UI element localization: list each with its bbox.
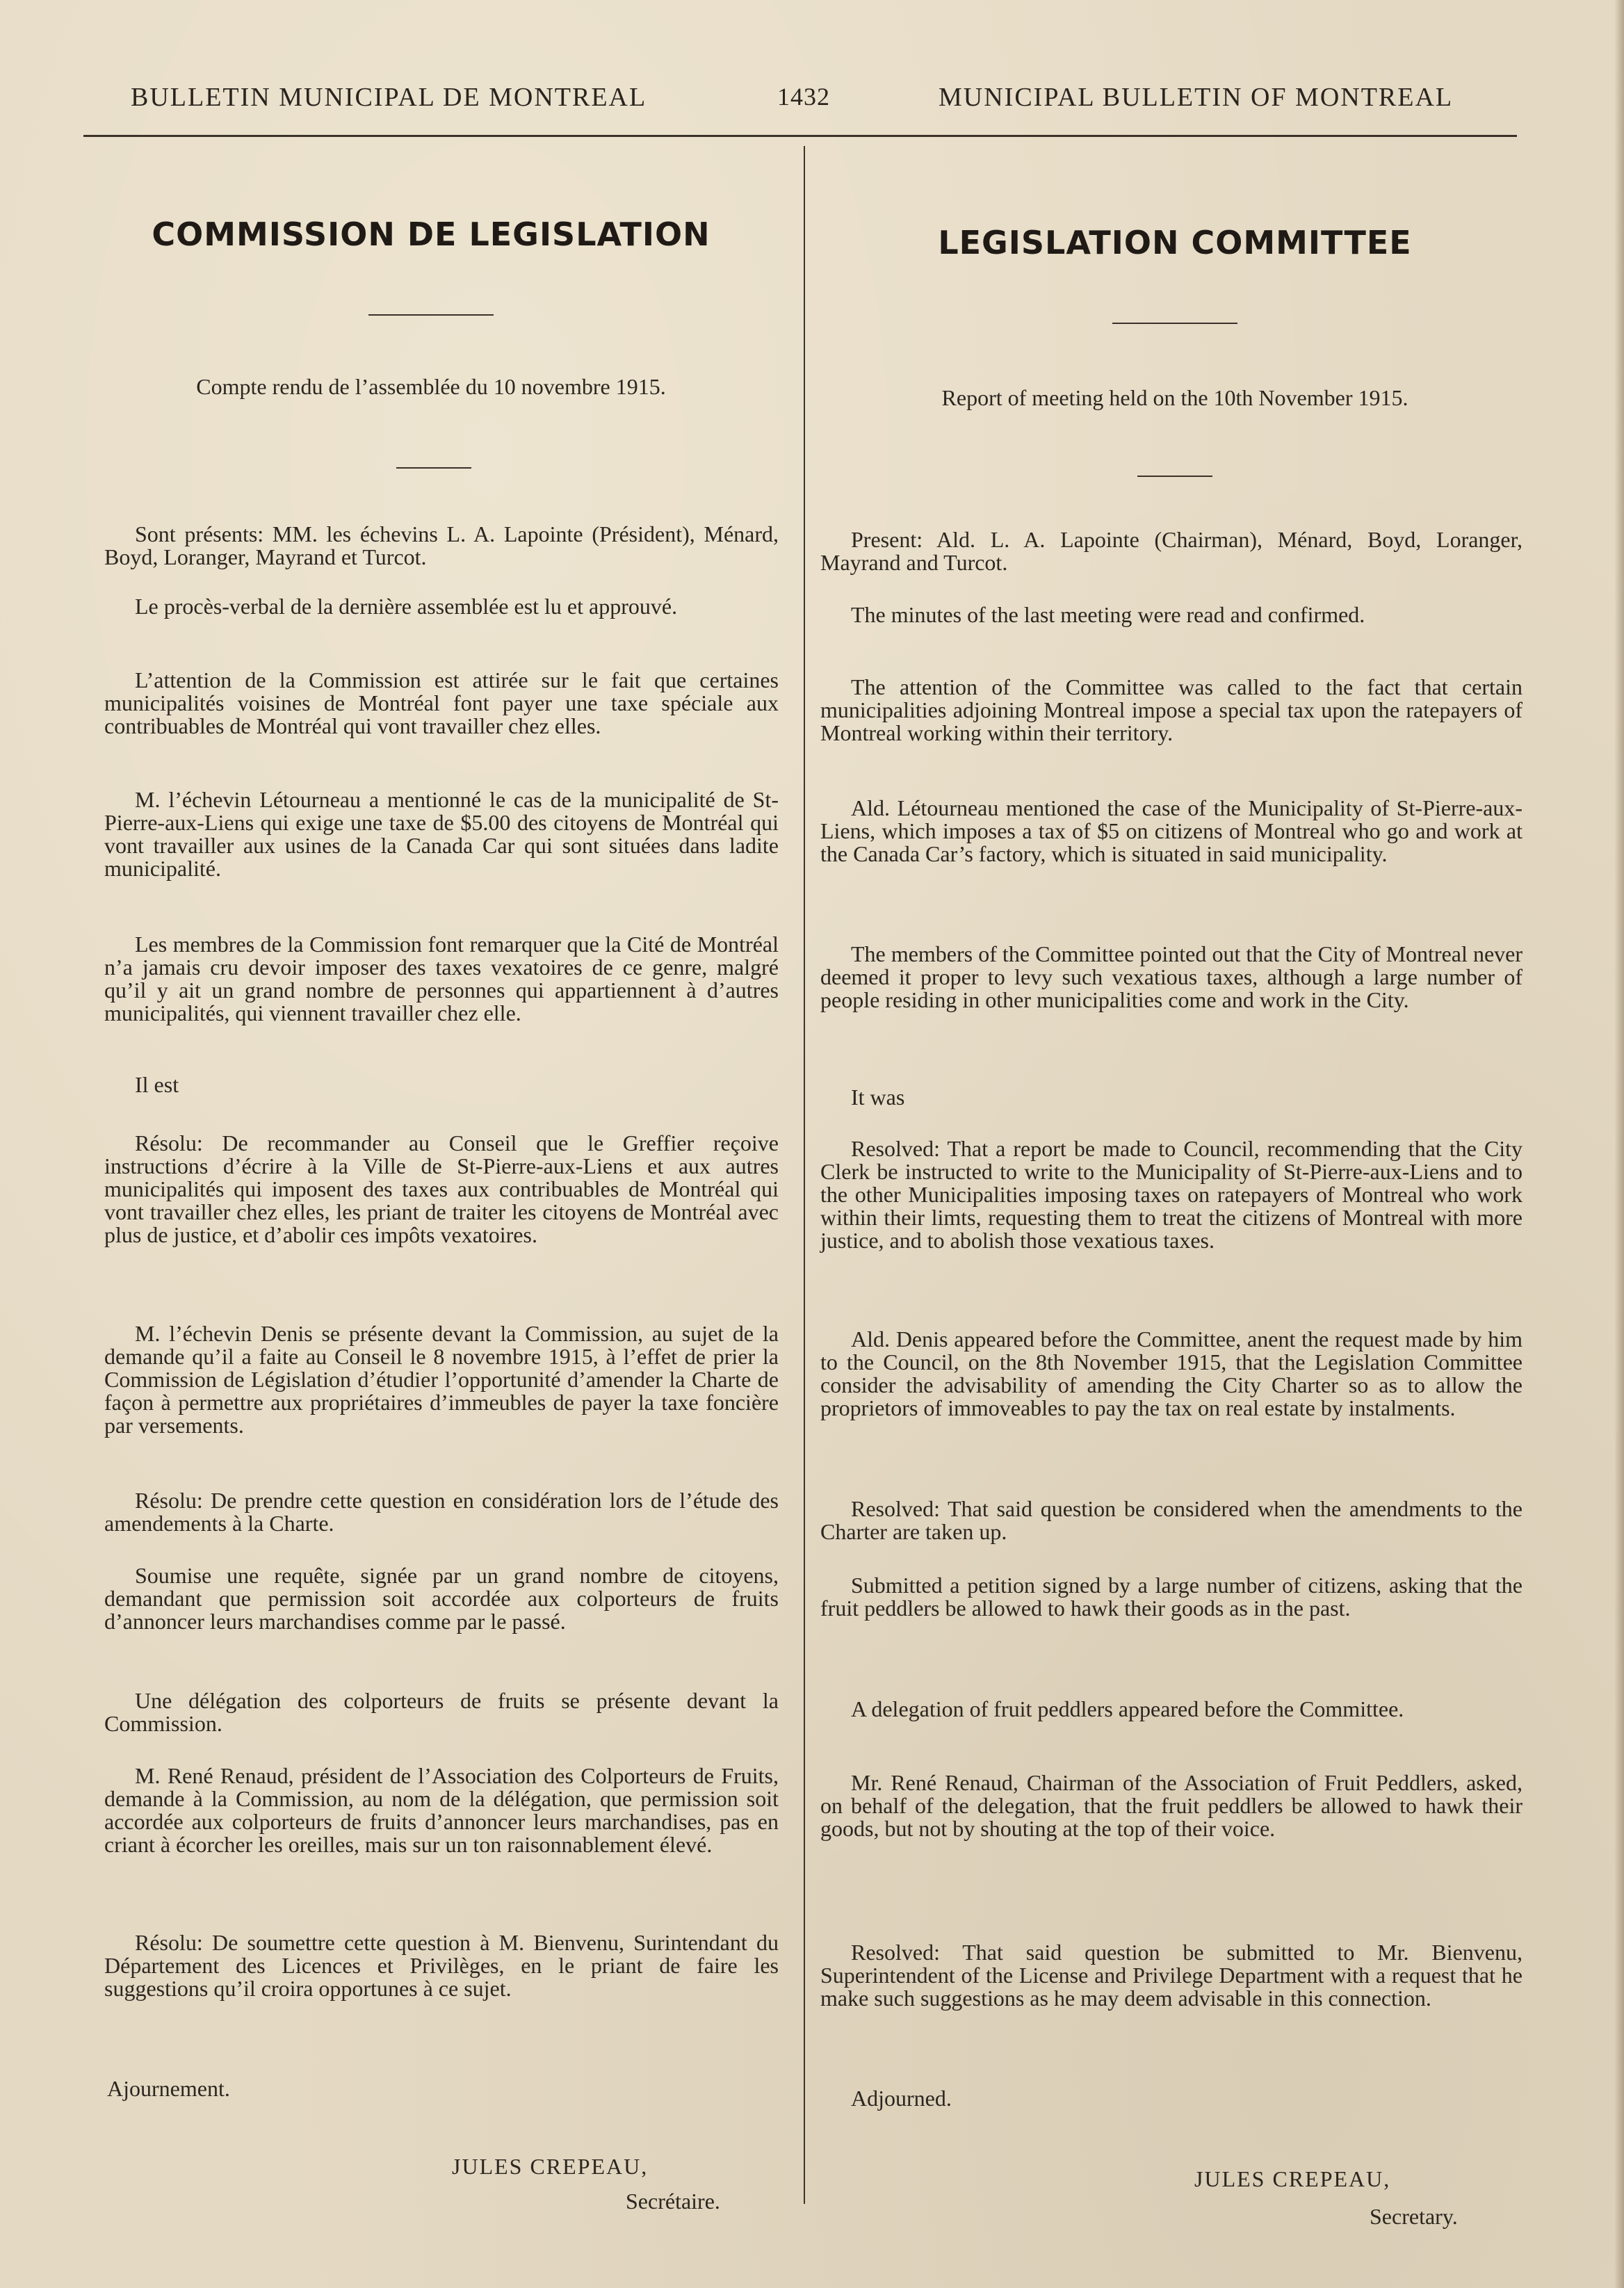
english-para-members: The members of the Committee pointed out that the City of Montreal never deemed it proper to levy such vexatious taxes, although a large number of people residing in other municipalities come and work in the City. [820,941,1522,1012]
french-para-denis: M. l’échevin Denis se présente devant la Commission, au sujet de la demande qu’il a faite au Conseil le 8 novembre 1915, à l’effet de prier la Commission de Législation d’étudier l’opportunité d’amender la Charte de façon à permettre aux propriétaires d’immeubles de payer la taxe foncière par versements. [104,1321,779,1438]
english-para-petition: Submitted a petition signed by a large number of citizens, asking that the fruit peddlers be allowed to hawk their goods as in the past. [820,1573,1522,1621]
french-signature-title: Secrétaire. [626,2189,720,2214]
french-para-minutes: Le procès-verbal de la dernière assemblée est lu et approuvé. [135,594,678,619]
french-para-letourneau: M. l’échevin Létourneau a mentionné le cas de la municipalité de St-Pierre-aux-Liens qui exige une taxe de $5.00 des citoyens de Montréal qui vont travailler aux usines de la Canada Car qui sont situées dans ladite municipalité. [104,787,779,881]
english-title: LEGISLATION COMMITTEE [938,224,1412,261]
running-header-right: MUNICIPAL BULLETIN OF MONTREAL [939,83,1454,112]
french-para-requete: Soumise une requête, signée par un grand nombre de citoyens, demandant que permission soit accordée aux colporteurs de fruits d’annoncer leurs marchandises comme par le passé. [104,1563,779,1634]
english-para-attention: The attention of the Committee was called to the fact that certain municipalities adjoining Montreal impose a special tax upon the ratepayers of Montreal working within their territory. [820,674,1522,745]
english-para-renaud: Mr. René Renaud, Chairman of the Association of Fruit Peddlers, asked, on behalf of the delegation, that the fruit peddlers be allowed to hawk their goods, but not by shouting at the top of their voice. [820,1770,1522,1841]
column-divider [804,146,805,2204]
english-para-present: Present: Ald. L. A. Lapointe (Chairman), Ménard, Boyd, Loranger, Mayrand and Turcot. [820,527,1522,575]
french-title-rule [368,314,494,316]
french-signature-name: JULES CREPEAU, [452,2154,649,2179]
english-signature-name: JULES CREPEAU, [1194,2166,1391,2191]
french-title: COMMISSION DE LEGISLATION [152,216,710,253]
french-subtitle-rule [396,467,471,469]
english-para-adjourned: Adjourned. [851,2086,952,2111]
english-subtitle-rule [1137,476,1212,477]
french-subtitle: Compte rendu de l’assemblée du 10 novembre 1915. [196,374,666,399]
french-para-renaud: M. René Renaud, président de l’Association des Colporteurs de Fruits, demande à la Commission, au nom de la délégation, que permission soit accordée aux colporteurs de fruits d’annoncer leurs marchandises, pas en criant à écorcher les oreilles, mais sur un ton raisonnablement élevé. [104,1763,779,1857]
english-para-delegation: A delegation of fruit peddlers appeared before the Committee. [851,1696,1404,1721]
french-para-il-est: Il est [135,1072,179,1097]
french-para-attention: L’attention de la Commission est attirée sur le fait que certaines municipalités voisines de Montréal font payer une taxe spéciale aux contribuables de Montréal qui vont travailler chez elles. [104,667,779,738]
running-header-left: BULLETIN MUNICIPAL DE MONTREAL [131,83,647,112]
english-para-resolved-1: Resolved: That a report be made to Council, recommending that the City Clerk be instructed to write to the Municipality of St-Pierre-aux-Liens and to the other Municipalities imposing taxes on ratepayers of Montreal who work within their limts, requesting them to treat the citizens of Montreal with more justice, and to abolish those vexatious taxes. [820,1136,1522,1253]
french-para-delegation: Une délégation des colporteurs de fruits se présente devant la Commission. [104,1688,779,1736]
english-para-letourneau: Ald. Létourneau mentioned the case of the Municipality of St-Pierre-aux-Liens, which imposes a tax of $5 on citizens of Montreal who go and work at the Canada Car’s factory, which is situated in said municipality. [820,795,1522,866]
page-number: 1432 [777,83,830,111]
english-title-rule [1112,323,1237,324]
english-para-denis: Ald. Denis appeared before the Committee, anent the request made by him to the Council, on the 8th November 1915, that the Legislation Committee consider the advisability of amending the City Charter so as to allow the proprietors of immoveables to pay the tax on real estate by instalments. [820,1326,1522,1420]
page-edge-shadow [1614,0,1624,2288]
english-subtitle: Report of meeting held on the 10th November 1915. [941,385,1408,410]
english-signature-title: Secretary. [1370,2204,1458,2229]
english-para-it-was: It was [851,1085,905,1110]
french-para-resolu-2: Résolu: De prendre cette question en considération lors de l’étude des amendements à la Charte. [104,1488,779,1536]
french-para-resolu-3: Résolu: De soumettre cette question à M. Bienvenu, Surintendant du Département des Licences et Privilèges, en le priant de faire les suggestions qu’il croira opportunes à ce sujet. [104,1930,779,2001]
french-para-resolu-1: Résolu: De recommander au Conseil que le Greffier reçoive instructions d’écrire à la Ville de St-Pierre-aux-Liens et aux autres municipalités qui imposent des taxes aux contribuables de Montréal qui vont travailler chez elles, les priant de traiter les citoyens de Montréal avec plus de justice, et d’abolir ces impôts vexatoires. [104,1130,779,1247]
french-para-ajournement: Ajournement. [107,2076,230,2101]
english-para-resolved-2: Resolved: That said question be considered when the amendments to the Charter are taken up. [820,1496,1522,1544]
english-para-minutes: The minutes of the last meeting were read and confirmed. [851,602,1365,627]
french-para-membres: Les membres de la Commission font remarquer que la Cité de Montréal n’a jamais cru devoir imposer des taxes vexatoires de ce genre, malgré qu’il y ait un grand nombre de personnes qui appartiennent à d’autres municipalités, qui viennent travailler chez elle. [104,932,779,1025]
french-para-present: Sont présents: MM. les échevins L. A. Lapointe (Président), Ménard, Boyd, Loranger, Mayrand et Turcot. [104,521,779,569]
english-para-resolved-3: Resolved: That said question be submitted to Mr. Bienvenu, Superintendent of the License and Privilege Department with a request that he make such suggestions as he may deem advisable in this connection. [820,1940,1522,2011]
header-rule [83,135,1517,137]
